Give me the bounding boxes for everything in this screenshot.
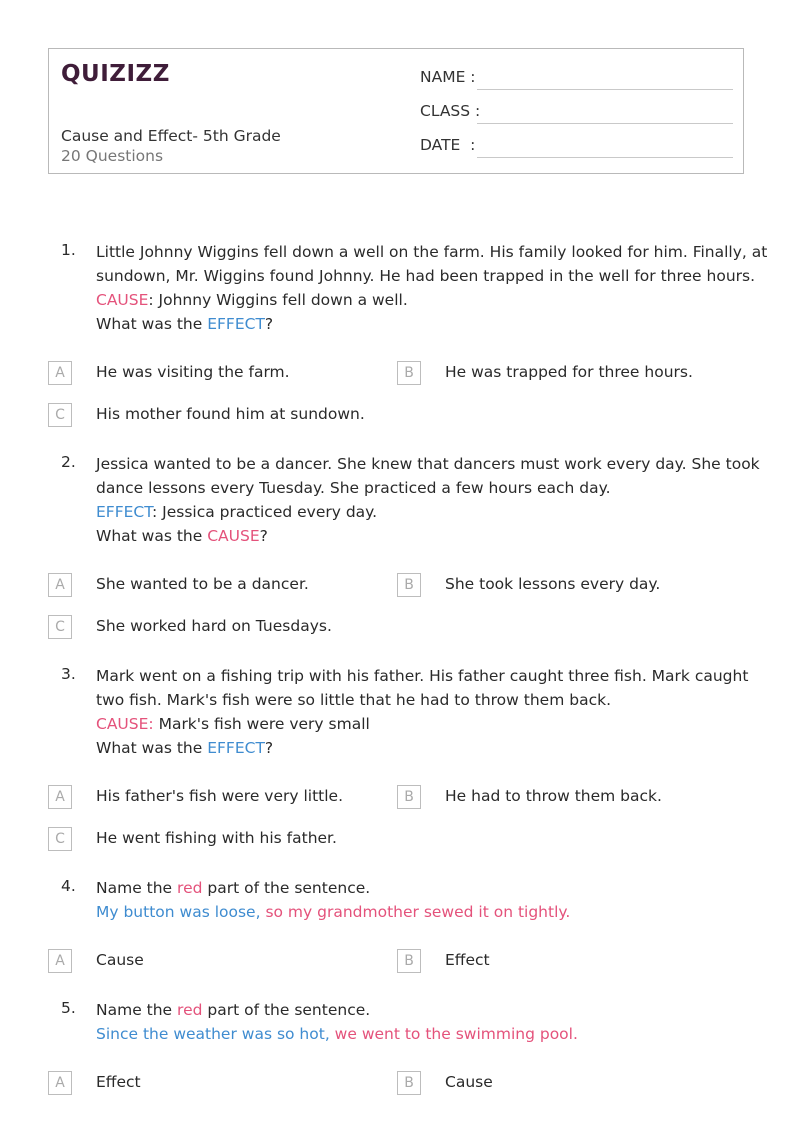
question-5-option-b-box[interactable]: B <box>397 1071 421 1095</box>
question-1-given <box>96 288 746 312</box>
question-2-option-a-box[interactable]: A <box>48 573 72 597</box>
question-2-option-b-box[interactable]: B <box>397 573 421 597</box>
question-3-option-c-box[interactable]: C <box>48 827 72 851</box>
question-5-sentence-blue: Since the weather was so hot, <box>96 1025 330 1043</box>
question-2-option-c-box[interactable]: C <box>48 615 72 639</box>
question-1-line2: sundown, Mr. Wiggins found Johnny. He had been trapped in the well for three hours. <box>96 267 756 285</box>
question-1-option-a-box[interactable]: A <box>48 361 72 385</box>
question-3-line2: two fish. Mark's fish were so little that he had to throw them back. <box>96 691 611 709</box>
question-4-sentence-blue: My button was loose, <box>96 903 261 921</box>
question-2-line1: Jessica wanted to be a dancer. She knew that dancers must work every day. She took <box>96 455 760 473</box>
question-3-given-label: CAUSE: <box>96 715 154 733</box>
question-2-option-a-text: She wanted to be a dancer. <box>96 575 309 593</box>
question-2-ask-suffix: ? <box>259 527 268 545</box>
question-1-given-text: : Johnny Wiggins fell down a well. <box>148 291 408 309</box>
question-1-line1: Little Johnny Wiggins fell down a well on the farm. His family looked for him. Finally, at <box>96 243 768 261</box>
question-2-ask <box>96 524 746 548</box>
question-2-option-c-text: She worked hard on Tuesdays. <box>96 617 332 635</box>
class-label: CLASS : <box>420 102 481 120</box>
question-2-ask-prefix: What was the <box>96 527 208 545</box>
date-label: DATE : <box>420 136 476 154</box>
question-5-prompt-prefix: Name the <box>96 1001 178 1019</box>
question-3-given <box>96 712 746 736</box>
question-1-ask <box>96 312 746 336</box>
question-4-prompt-prefix: Name the <box>96 879 178 897</box>
name-label: NAME : <box>420 68 476 86</box>
question-3-option-c-text: He went fishing with his father. <box>96 829 337 847</box>
question-3-ask-prefix: What was the <box>96 739 208 757</box>
question-4-prompt <box>96 876 746 900</box>
worksheet-title: Cause and Effect- 5th Grade <box>61 127 281 145</box>
question-4-option-b-box[interactable]: B <box>397 949 421 973</box>
quizizz-logo: QUIZIZZ <box>61 61 170 87</box>
question-1-option-a-text: He was visiting the farm. <box>96 363 290 381</box>
question-2-number: 2. <box>61 453 76 471</box>
question-1-option-b-box[interactable]: B <box>397 361 421 385</box>
question-4-option-b-text: Effect <box>445 951 490 969</box>
question-3-option-a-box[interactable]: A <box>48 785 72 809</box>
question-3-option-a-text: His father's fish were very little. <box>96 787 344 805</box>
question-2-text <box>96 452 760 548</box>
question-3-number: 3. <box>61 665 76 683</box>
question-count: 20 Questions <box>61 147 164 165</box>
question-5-sentence <box>96 1022 746 1046</box>
question-2-given <box>96 500 746 524</box>
question-2-given-label: EFFECT <box>96 503 153 521</box>
question-3-option-b-text: He had to throw them back. <box>445 787 662 805</box>
question-5-sentence-red: we went to the swimming pool. <box>329 1025 578 1043</box>
question-1-ask-prefix: What was the <box>96 315 208 333</box>
question-2-ask-label: CAUSE <box>207 527 260 545</box>
class-field[interactable] <box>477 123 733 124</box>
question-3-line1: Mark went on a fishing trip with his father. His father caught three fish. Mark caught <box>96 667 749 685</box>
question-1-given-label: CAUSE <box>96 291 149 309</box>
question-5-option-a-text: Effect <box>96 1073 141 1091</box>
name-field[interactable] <box>477 89 733 90</box>
question-1-ask-suffix: ? <box>264 315 274 333</box>
question-5-text <box>96 998 746 1046</box>
question-4-prompt-suffix: part of the sentence. <box>202 879 371 897</box>
question-1-text <box>96 240 768 336</box>
question-4-option-a-text: Cause <box>96 951 144 969</box>
question-1-option-b-text: He was trapped for three hours. <box>445 363 693 381</box>
question-5-option-b-text: Cause <box>445 1073 493 1091</box>
question-3-ask-label: EFFECT <box>207 739 265 757</box>
question-3-text <box>96 664 749 760</box>
question-5-prompt-red: red <box>177 1001 203 1019</box>
question-4-prompt-red: red <box>177 879 203 897</box>
question-3-ask-suffix: ? <box>264 739 274 757</box>
question-2-given-text: : Jessica practiced every day. <box>152 503 378 521</box>
question-2-line2: dance lessons every Tuesday. She practiced a few hours each day. <box>96 479 611 497</box>
worksheet-header <box>48 48 744 174</box>
question-1-option-c-text: His mother found him at sundown. <box>96 405 365 423</box>
question-5-prompt <box>96 998 746 1022</box>
question-3-given-text: Mark's fish were very small <box>153 715 370 733</box>
question-4-number: 4. <box>61 877 76 895</box>
question-1-option-c-box[interactable]: C <box>48 403 72 427</box>
question-1-ask-label: EFFECT <box>207 315 265 333</box>
question-2-option-b-text: She took lessons every day. <box>445 575 661 593</box>
question-5-prompt-suffix: part of the sentence. <box>202 1001 371 1019</box>
question-3-option-b-box[interactable]: B <box>397 785 421 809</box>
question-5-number: 5. <box>61 999 76 1017</box>
question-4-text <box>96 876 746 924</box>
question-4-sentence <box>96 900 746 924</box>
question-3-ask <box>96 736 746 760</box>
date-field[interactable] <box>477 157 733 158</box>
question-4-sentence-red: so my grandmother sewed it on tightly. <box>260 903 571 921</box>
question-4-option-a-box[interactable]: A <box>48 949 72 973</box>
question-5-option-a-box[interactable]: A <box>48 1071 72 1095</box>
question-1-number: 1. <box>61 241 76 259</box>
